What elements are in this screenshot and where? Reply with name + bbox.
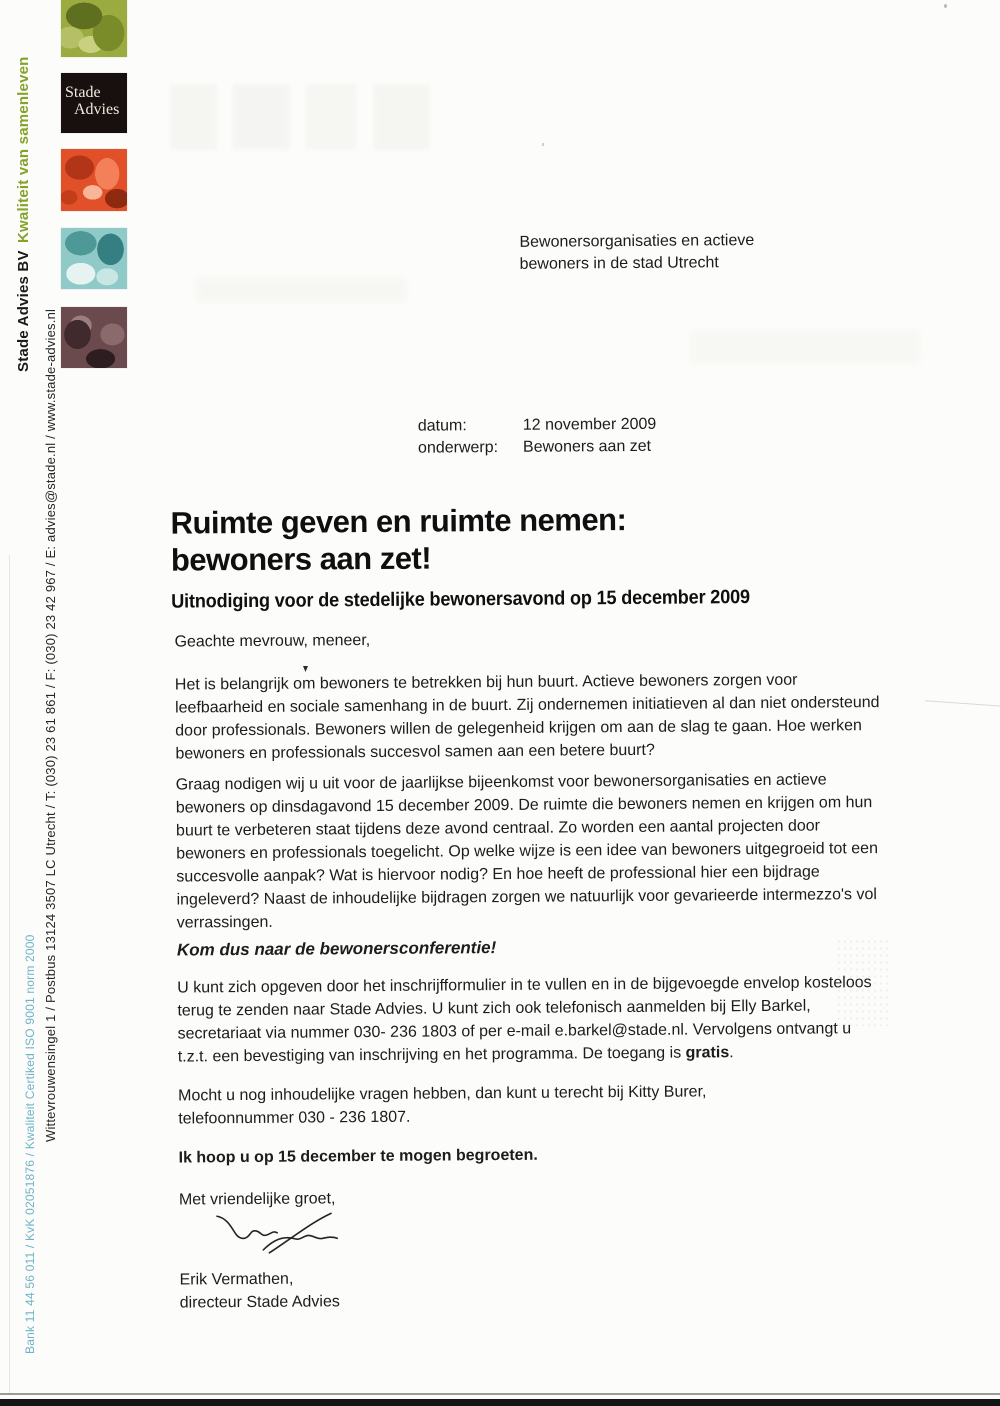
paragraph-signup	[177, 970, 998, 1068]
paragraph-intro: Het is belangrijk om bewoners te betrekken bij hun buurt. Actieve bewoners zorgen voor leefbaarheid en sociale samenhang in de buurt. Zij ondernemen initiatieven al dan niet ondersteund door professionals. Bewoners willen de gelegenheid krijgen om aan de slag te gaan. Hoe werken bewoners en professionals succesvol samen aan een betere buurt?	[174, 671, 880, 763]
signup-bold-gratis: gratis	[685, 1044, 730, 1062]
subject-value: Bewoners aan zet	[522, 437, 652, 456]
vertical-bank-certification-text: Bank 11 44 56 011 / KvK 02051876 / Kwaliteit Certiked ISO 9001 norm 2000	[23, 934, 37, 1354]
paragraph-questions: Mocht u nog inhoudelijke vragen hebben, dan kunt u terecht bij Kitty Burer, telefoonnummer 030 - 236 1807.	[178, 1083, 707, 1128]
signup-text: U kunt zich opgeven door het inschrijfformulier in te vullen en in de bijgevoegde envelop kosteloos terug te zenden naar Stade Advies. U kunt zich ook telefonisch aanmelden bij Elly Barkel, secretariaat via nummer 030- 236 1803 of per e-mail e.barkel@stade.nl. Vervolgens ontvangt u t.z.t. een bevestiging van inschrijving en het programma. De toegang is	[177, 974, 872, 1066]
company-name-vertical: Stade Advies BV	[15, 250, 32, 372]
paragraph-invitation: Graag nodigen wij u uit voor de jaarlijkse bijeenkomst voor bewonersorganisaties en actieve bewoners op dinsdagavond 15 december 2009. De ruimte die bewoners nemen en krijgen om hun buurt te verbeteren staat tijdens deze avond centraal. Zo worden een aantal projecten door bewoners en professionals toegelicht. Op welke wijze is een idee van bewoners uitgegroeid tot een succesvolle aanpak? Wat is hiervoor nodig? En hoe heeft de professional hier een bijdrage ingeleverd? Naast de inhoudelijke bijdragen zorgen we natuurlijk voor gevarieerde intermezzo's vol verrassingen.	[175, 771, 879, 932]
date-value: 12 november 2009	[522, 415, 657, 434]
recipient-block: Bewonersorganisaties en actieve bewoners in de stad Utrecht	[519, 231, 755, 273]
letter-title: Ruimte geven en ruimte nemen: bewoners aan zet!	[170, 502, 627, 578]
subject-label: onderwerp:	[417, 439, 499, 457]
date-label: datum:	[417, 417, 467, 435]
logo-text-line2: Advies	[74, 101, 120, 118]
vertical-address-text: Wittevrouwensingel 1 / Postbus 13124 3507 LC Utrecht / T: (030) 23 61 861 / F: (030) 23 42 967 / E: advies@stade.nl / www.stade-advies.nl	[43, 308, 58, 1142]
closing-line: Ik hoop u op 15 december te mogen begroeten.	[178, 1146, 538, 1167]
letter-subtitle: Uitnodiging voor de stedelijke bewonersavond op 15 december 2009	[171, 586, 750, 613]
logo-text-line1: Stade	[65, 84, 101, 101]
company-tagline-vertical: Kwaliteit van samenleven	[15, 56, 32, 244]
signer-name-block: Erik Vermathen, directeur Stade Advies	[179, 1270, 340, 1312]
conference-call-to-action: Kom dus naar de bewonersconferentie!	[176, 938, 497, 960]
greeting: Geachte mevrouw, meneer,	[174, 632, 371, 651]
signature-scribble	[207, 1207, 347, 1263]
meta-block	[418, 414, 657, 460]
salutation: Met vriendelijke groet,	[178, 1190, 336, 1209]
signup-suffix: .	[729, 1044, 734, 1062]
